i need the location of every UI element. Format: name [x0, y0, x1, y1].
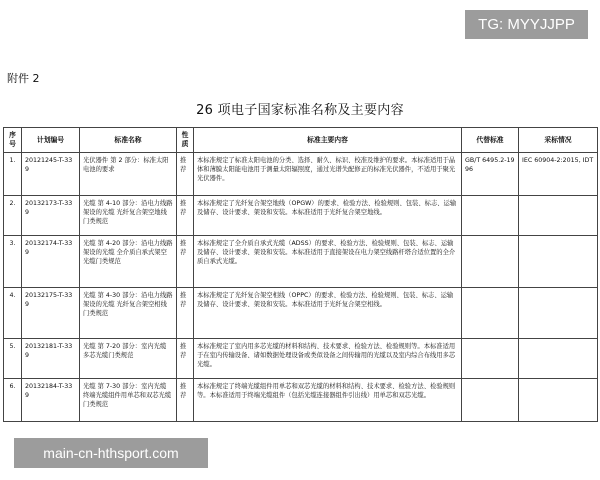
table-row — [4, 339, 598, 379]
header-cell: 标准主要内容 — [194, 128, 462, 153]
nature: 推荐 — [177, 196, 194, 236]
table-row — [4, 153, 598, 196]
row-number: 2. — [4, 196, 22, 236]
standards-table — [3, 127, 598, 422]
table-row — [4, 379, 598, 422]
document-title: 26 项电子国家标准名称及主要内容 — [196, 103, 404, 118]
plan-number: 20132174-T-339 — [22, 236, 80, 288]
plan-number: 20132181-T-339 — [22, 339, 80, 379]
attachment-label: 附件 2 — [7, 72, 40, 85]
nature: 推荐 — [177, 379, 194, 422]
adoption — [519, 196, 598, 236]
replaced-standard — [462, 379, 519, 422]
header-cell: 代替标准 — [462, 128, 519, 153]
standard-name: 光缆 第 4-20 部分：沿电力线路架设的光缆 全介质自承式架空光缆门类规范 — [80, 236, 177, 288]
table-row — [4, 288, 598, 339]
adoption — [519, 236, 598, 288]
plan-number: 20121245-T-339 — [22, 153, 80, 196]
standard-name: 光缆 第 4-30 部分：沿电力线路架设的光缆 光纤复合架空相线门类规范 — [80, 288, 177, 339]
row-number: 5. — [4, 339, 22, 379]
replaced-standard — [462, 339, 519, 379]
header-cell: 采标情况 — [519, 128, 598, 153]
header-cell: 标准名称 — [80, 128, 177, 153]
standard-name: 光缆 第 4-10 部分：沿电力线路架设的光缆 光纤复合架空地线门类规范 — [80, 196, 177, 236]
nature: 推荐 — [177, 153, 194, 196]
replaced-standard — [462, 236, 519, 288]
adoption: IEC 60904-2:2015, IDT — [519, 153, 598, 196]
replaced-standard: GB/T 6495.2-1996 — [462, 153, 519, 196]
adoption — [519, 379, 598, 422]
main-content: 本标准规定了全介质自承式光缆（ADSS）的要求、检验方法、检验规则、包装、标志、运输及储存、设计要求、架设和安装。本标准适用于直接架设在电力架空线路杆塔合适位置的全介质自承式光缆。 — [194, 236, 462, 288]
watermark-top: TG: MYYJJPP — [465, 10, 588, 39]
row-number: 4. — [4, 288, 22, 339]
watermark-bottom: main-cn-hthsport.com — [14, 438, 208, 468]
nature: 推荐 — [177, 339, 194, 379]
adoption — [519, 339, 598, 379]
table-row — [4, 196, 598, 236]
header-cell: 性质 — [177, 128, 194, 153]
standard-name: 光缆 第 7-30 部分：室内光缆 终端光缆组件用单芯和双芯光缆门类规范 — [80, 379, 177, 422]
nature: 推荐 — [177, 288, 194, 339]
main-content: 本标准规定了光纤复合架空地线（OPGW）的要求、检验方法、检验规则、包装、标志、运输及储存、设计要求、架设和安装。本标准适用于光纤复合架空地线。 — [194, 196, 462, 236]
row-number: 6. — [4, 379, 22, 422]
main-content: 本标准规定了终端光缆组件用单芯和双芯光缆的材料和结构、技术要求、检验方法、检验规则等。本标准适用于终端光缆组件（包括光缆连接器组件引出线）用单芯和双芯光缆。 — [194, 379, 462, 422]
replaced-standard — [462, 288, 519, 339]
row-number: 1. — [4, 153, 22, 196]
plan-number: 20132175-T-339 — [22, 288, 80, 339]
header-cell: 计划编号 — [22, 128, 80, 153]
header-cell: 序号 — [4, 128, 22, 153]
row-number: 3. — [4, 236, 22, 288]
main-content: 本标准规定了标准太阳电池的分类、选择、耐久、标识、校准及维护的要求。本标准适用于晶体和薄膜太阳能电池用于测量太阳辐照度，通过光谱失配修正的标准光伏器件，不适用于聚光光伏器件。 — [194, 153, 462, 196]
adoption — [519, 288, 598, 339]
standard-name: 光缆 第 7-20 部分：室内光缆 多芯光缆门类规范 — [80, 339, 177, 379]
plan-number: 20132173-T-339 — [22, 196, 80, 236]
nature: 推荐 — [177, 236, 194, 288]
main-content: 本标准规定了光纤复合架空相线（OPPC）的要求、检验方法、检验规则、包装、标志、运输及储存、设计要求、架设和安装。本标准适用于光纤复合架空相线。 — [194, 288, 462, 339]
table-row — [4, 236, 598, 288]
main-content: 本标准规定了室内用多芯光缆的材料和结构、技术要求、检验方法、检验规则等。本标准适用于在室内传输设备、诸如数据处理设备或类似设备之间传输用的光缆以及室内综合布线用多芯光缆。 — [194, 339, 462, 379]
replaced-standard — [462, 196, 519, 236]
plan-number: 20132184-T-339 — [22, 379, 80, 422]
standard-name: 光伏器件 第 2 部分：标准太阳电池的要求 — [80, 153, 177, 196]
table-header-row — [4, 128, 598, 153]
